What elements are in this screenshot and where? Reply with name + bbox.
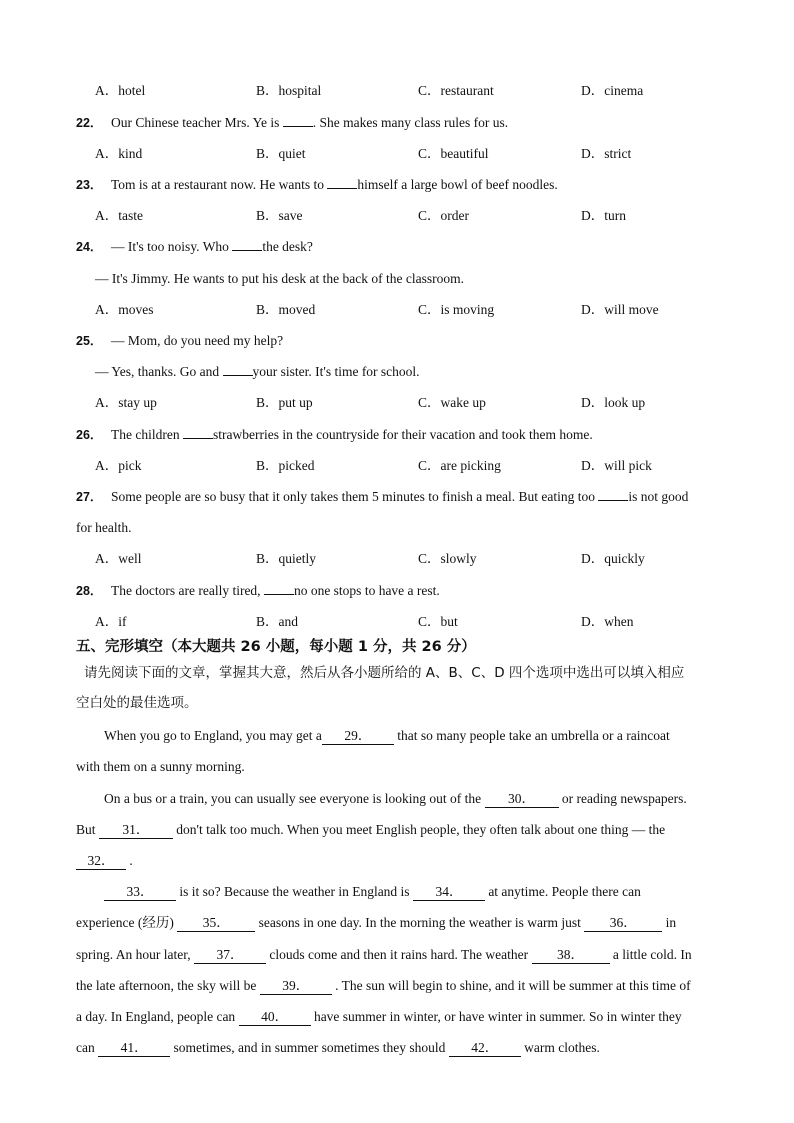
option-c: C．order (418, 208, 469, 223)
question-number: 26． (76, 428, 103, 442)
blank-31: 31． (99, 822, 173, 839)
option-a: A．kind (95, 146, 143, 161)
answer-blank (183, 438, 213, 439)
question-23-options (0, 205, 794, 227)
option-c: C．wake up (418, 395, 486, 410)
answer-blank (598, 500, 628, 501)
question-25-options (0, 392, 794, 414)
option-d: D．will move (581, 302, 659, 317)
question-23 (0, 174, 794, 196)
blank-30: 30． (485, 791, 559, 808)
question-text: — Mom, do you need my help? (111, 333, 284, 348)
option-a: A．pick (95, 458, 142, 473)
blank-35: 35． (177, 915, 255, 932)
option-b: B．hospital (256, 83, 322, 98)
option-b: B．quietly (256, 551, 316, 566)
question-text: Our Chinese teacher Mrs. Ye is . She makes many class rules for us. (111, 115, 509, 130)
question-22 (0, 112, 794, 134)
option-b: B．put up (256, 395, 313, 410)
passage-line-8: spring. An hour later, 37． clouds come and then it rains hard. The weather 38． a little cold. In (76, 947, 692, 962)
passage-line-7: experience (经历) 35． seasons in one day. In the morning the weather is warm just 36． in (76, 915, 677, 930)
answer-blank (327, 188, 357, 189)
question-text: — It's too noisy. Who the desk? (111, 239, 313, 254)
question-number: 27． (76, 490, 103, 504)
question-27-options (0, 548, 794, 570)
section-title: 五、完形填空（本大题共 26 小题，每小题 1 分，共 26 分） (76, 639, 476, 655)
option-c: C．restaurant (418, 83, 494, 98)
option-b: B．moved (256, 302, 316, 317)
passage-line-10: a day. In England, people can 40． have summer in winter, or have winter in summer. So in winter they (76, 1009, 682, 1024)
question-20-options (0, 80, 794, 102)
option-c: C．is moving (418, 302, 495, 317)
question-text: Some people are so busy that it only takes them 5 minutes to finish a meal. But eating too is not good (111, 489, 689, 504)
question-24 (0, 236, 794, 258)
question-27-continued: for health. (76, 520, 132, 535)
option-c: C．but (418, 614, 458, 629)
blank-34: 34． (413, 884, 485, 901)
option-b: B．save (256, 208, 303, 223)
answer-blank (223, 375, 253, 376)
question-24-options (0, 299, 794, 321)
option-a: A．stay up (95, 395, 157, 410)
passage-line-6: 33． is it so? Because the weather in England is 34． at anytime. People there can (104, 881, 776, 903)
question-number: 25． (76, 334, 103, 348)
option-b: B．and (256, 614, 298, 629)
passage-line-9: the late afternoon, the sky will be 39． . The sun will begin to shine, and it will be summer at this time of (76, 978, 691, 993)
passage-line-1: When you go to England, you may get a 29． that so many people take an umbrella or a raincoat (104, 728, 670, 743)
blank-36: 36． (584, 915, 662, 932)
blank-29: 29． (322, 728, 394, 745)
option-a: A．moves (95, 302, 154, 317)
question-number: 23． (76, 178, 103, 192)
option-c: C．are picking (418, 458, 501, 473)
blank-40: 40． (239, 1009, 311, 1026)
passage-line-3: On a bus or a train, you can usually see everyone is looking out of the 30． or reading newspapers. (104, 791, 687, 806)
option-d: D．quickly (581, 551, 645, 566)
answer-blank (232, 250, 262, 251)
option-b: B．picked (256, 458, 315, 473)
question-27 (0, 486, 794, 508)
question-26-options (0, 455, 794, 477)
answer-blank (283, 126, 313, 127)
option-a: A．hotel (95, 83, 146, 98)
question-number: 28． (76, 584, 103, 598)
option-c: C．slowly (418, 551, 477, 566)
passage-line-11: can 41． sometimes, and in summer sometimes they should 42． warm clothes. (76, 1040, 600, 1055)
question-text: The doctors are really tired, no one stops to have a rest. (111, 583, 440, 598)
question-24-reply: — It's Jimmy. He wants to put his desk at the back of the classroom. (95, 271, 464, 286)
blank-32: 32． (76, 853, 126, 870)
option-d: D．cinema (581, 83, 644, 98)
passage-line-2: with them on a sunny morning. (76, 759, 245, 774)
option-b: B．quiet (256, 146, 306, 161)
question-text: The children strawberries in the countryside for their vacation and took them home. (111, 427, 593, 442)
blank-39: 39． (260, 978, 332, 995)
option-d: D．look up (581, 395, 646, 410)
question-22-options (0, 143, 794, 165)
blank-42: 42． (449, 1040, 521, 1057)
question-number: 24． (76, 240, 103, 254)
blank-33: 33． (104, 884, 176, 901)
passage-line-4: But 31． don't talk too much. When you meet English people, they often talk about one thing — the (76, 822, 666, 837)
question-25 (0, 330, 794, 352)
option-a: A．if (95, 614, 127, 629)
blank-38: 38． (532, 947, 610, 964)
passage-line-5: 32． . (76, 850, 748, 872)
question-26 (0, 424, 794, 446)
question-28-options (0, 611, 794, 633)
option-d: D．will pick (581, 458, 652, 473)
option-d: D．strict (581, 146, 632, 161)
option-a: A．well (95, 551, 142, 566)
answer-blank (264, 594, 294, 595)
blank-41: 41． (98, 1040, 170, 1057)
question-number: 22． (76, 116, 103, 130)
question-text: Tom is at a restaurant now. He wants to himself a large bowl of beef noodles. (111, 177, 558, 192)
section-instruction-line-1: 请先阅读下面的文章，掌握其大意，然后从各小题所给的 A、B、C、D 四个选项中选出可以填入相应 (84, 665, 685, 681)
option-d: D．turn (581, 208, 626, 223)
option-a: A．taste (95, 208, 143, 223)
question-28 (0, 580, 794, 602)
option-c: C．beautiful (418, 146, 489, 161)
option-d: D．when (581, 614, 634, 629)
question-25-reply: — Yes, thanks. Go and your sister. It's time for school. (95, 364, 420, 379)
section-instruction-line-2: 空白处的最佳选项。 (76, 695, 198, 711)
blank-37: 37． (194, 947, 266, 964)
